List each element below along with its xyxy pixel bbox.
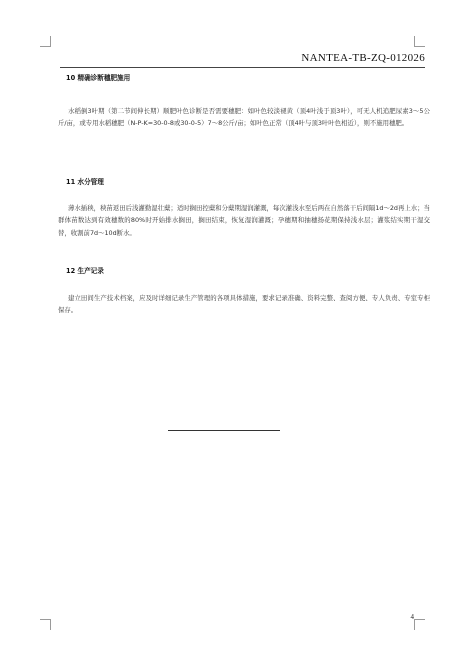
page-number: 4 — [410, 613, 414, 621]
section-title-12: 12 生产记录 — [66, 267, 104, 275]
crop-mark-top-left — [40, 36, 51, 47]
section-11-paragraph: 薄水插秧，秧苗返田后浅灌勤湿壮蘖；适时搁田控蘖和分蘖期湿润灌溉，每次灌浅水至后两在自然落干后间隔1d～2d再上水；当群体苗数达到有效穗数的80%时开始排水搁田，搁田结束，恢复湿润灌溉；孕穗期和抽穗扬花期保持浅水层；灌浆结实期干湿交替，收割前7d～10d断水。 — [58, 204, 430, 237]
crop-mark-bottom-right — [414, 619, 425, 630]
header-rule — [60, 67, 425, 68]
section-10-paragraph: 水稻倒3叶期（第二节间伸长期）顺肥叶色诊断是否需要穗肥：如叶色较淡褪黄（顶4叶浅于顶3叶），可无人机追肥尿素3～5公斤/亩，或专用水稻穗肥（N-P-K=30-0-8或30-0-5）7～8公斤/亩；如叶色正常（顶4叶与顶3叶叶色相近），则不施用穗肥。 — [58, 107, 430, 128]
section-title-11: 11 水分管理 — [66, 178, 104, 186]
section-12-paragraph: 建立田间生产技术档案，应及时详细记录生产管理的各项具体措施，要求记录准确、资料完整、查阅方便、专人负责、专室专柜保存。 — [58, 294, 430, 315]
document-code: NANTEA-TB-ZQ-012026 — [301, 52, 425, 64]
end-of-document-rule — [168, 430, 280, 431]
crop-mark-top-right — [414, 36, 425, 47]
crop-mark-bottom-left — [40, 619, 51, 630]
section-title-10: 10 精确诊断穗肥施用 — [66, 74, 131, 82]
